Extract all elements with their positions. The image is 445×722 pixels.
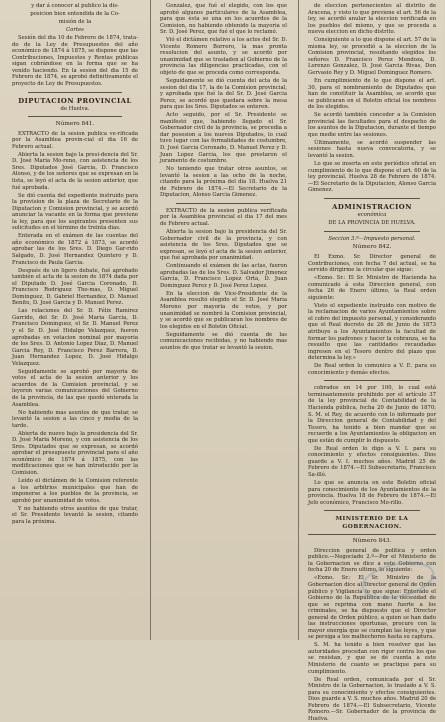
section-subtitle: de Huelva. [60,105,90,112]
numero: Número 841. [55,121,95,128]
paragraph: Abierta la sesion bajo la presidencia del Sr. Gobernador civil de la provincia, y con asistencia de los Sres. Diputados que se expresan, se leyó el acta de la sesion anterior, que fué aprobada por unanimidad. [160,229,287,262]
extracto-title: EXTRACTO de la sesion publica ve-rificada por la Asamblea provin-cial el dia 16 de Febrero actual. [12,130,138,150]
paragraph: Seguidamente se dió cuenta de las comunicaciones recibidas, y no habiendo mas asuntos de que tratar se levantó la sesion. [160,331,287,351]
paragraph: Abierta de nuevo bajo la presidencia del Sr. D. José Maria Moreno, y con asistencia de los Sres. Diputados que se expresan, se acordó aprobar el presupuesto provincial para el año económico de 1874 á 1875, con las modificaciones que se han introducido por la Comision. [12,430,138,476]
paragraph: Abierta la sesion bajo la presi-dencia del Sr. D. José Maria Mo-reno, con asistencia de los Sres. Diputados José Garcia, D. Francisco Alonso, y de los señores que se expresan en la lista, se leyó el acta de la sesion anterior, que fué aprobada. [12,151,138,191]
top-line: posicion bien entendida de la Co- [30,11,120,18]
paragraph: de eleccion pertenecientes al distrito de Aracena, y visto lo que previene el art. 56 de la ley, se acordó anular la eleccion verificada en los pueblos del mismo, y que se proceda a nueva eleccion en dicho distrito. [308,3,436,36]
column-middle [156,0,291,640]
paragraph: Las relaciones del Sr. D. Félix Ramirez Garrido, del Sr. D. José Maria Garcia, D. Francisco Dominguez, el Sr. D. Manuel Perez y el Sr. D. José Hidalgo Velazquez, fueron aprobadas en votacion nominal por mayoria de los Sres. D. Antonio Lopez Diaz, D. Manuel Garcia Rey, D. Francisco Perez Barrera, D. Juan Hernandez Lopez, D. José Hidalgo Velazquez. [12,308,138,367]
paragraph: Seguidamente se aprobó por mayoria de votos el acta de la sesion anterior y los acuerdos de la Comision provincial, y se leyeron varias comunicaciones del Gobierno de la provincia, de las que quedó enterada la Asamblea. [12,368,138,408]
extracto-title: EXTRACTO de la sesion publica verificada por la Asamblea provincial el dia 17 del mes de Febrero actual. [160,207,287,227]
paragraph: Lo que se anuncia en este Boletin oficial para conocimiento de los Ayuntamientos de la provincia. Huelva 18 de Febrero de 1874.—El Jefe económico, Francisco Mo-rillo. [308,480,436,506]
paragraph: No teniendo que tratar otros asuntos, se levantó la sesion a las ocho de la noche, citando para la próxima del dia 18. Huelva 21 de Febrero de 1874.—El Secretario de la Diputacion, Alonso Garcia Gimenez. [160,166,287,199]
column-rule [298,0,299,640]
paragraph: En cumplimiento de lo que dispone el art. 30, para el nombramiento de Diputados que han de constituir la Asamblea, se acordó que se publicaran en el Boletin oficial los nombres de los elegidos. [308,78,436,111]
paragraph: De Real orden lo comunico a V. E. para su conocimiento y demás efectos. [308,363,436,376]
separator [324,380,420,381]
paragraph: De Real orden lo digo a V. I. para su conocimiento y efectos consiguientes. Dios guarde a V. I. muchos años. Madrid 25 de Febrero de 1874.—El Subsecretario, Francisco Sa-illó. [308,445,436,478]
column-right [304,0,440,722]
column-left [8,0,142,640]
separator [28,92,122,93]
separator [28,116,122,117]
paragraph: El Exmo. Sr. Director general de Contribuciones, con fecha 7 del actual, se ha servido dirigirme la circular que sigue: [308,254,436,274]
gob-title: MINISTERIO DE LA GOBERNACION. [335,516,409,531]
paragraph: Enterada en el exámen de las cuentas del año económico de 1872 á 1873, se acordó aprobar las de los Sres. D. Diego Gar-rido Salgado, D. José Hernandez Quintero y D. Francisco de Paula Garcia. [12,233,138,266]
separator [308,534,436,535]
paragraph: Se acordó también conceder a la Comision provincial las facultades para el despacho de los asuntos de la Diputacion, durante el tiempo que medie entre las sesiones. [308,112,436,138]
cortes-label: Cortes [66,27,84,34]
paragraph: Y no habiendo otros asuntos de que tratar, el Sr. Presidente levantó la sesion, citando para la próxima. [12,505,138,525]
top-line: misión de la [58,19,92,26]
paragraph: De Real orden, comunicada por el Sr. Ministro de la Gobernacion, lo traslado a V. S. para su conocimiento y efectos consiguientes. Dios guarde a V. S. muchos años. Madrid 20 de Febrero de 1874.—El Subsecretario, Vicente Romero.—Sr. Gobernador de la provincia de Huelva. [308,676,436,722]
paragraph: En la eleccion de Vice-Presidente de la Asamblea resultó elegido el Sr. D. José Maria Moreno por mayoria de votos, y por unanimidad se nombró la Comision provincial, y se acordó que se publicaran los nombres de los elegidos en el Boletin Oficial. [160,290,287,330]
separator [324,231,420,232]
paragraph: Seguidamente se dió cuenta del acta de la sesion del dia 17, la de la Comision provincial, y aprobada que fué la del Sr. D. José Garcia Perez, se acordó que quedara sobre la mesa para que los Sres. Diputados se enteren. [160,78,287,111]
separator [324,198,420,199]
paragraph: Continuando el exámen de las actas, fueron aprobadas las de los Sres. D. Salvador Jimenez Garcia, D. Francisco Lopez Orta, D. Juan Dominguez Perez y D. José Perez Lopez. [160,263,287,289]
paragraph: Consiguiente a lo que dispone el art. 57 de la misma ley, se procedió a la eleccion de la Comision provincial, resultando elegidos los señores D. Francisco Perez Mendoza, D. Lorenzo Gonzalez, D. José Garcia Rivas, Don Gervasio Rey y D. Miguel Dominguez Romero. [308,37,436,76]
paragraph: Acto seguido, por el Sr. Presidente se manifestó que, habiendo llegado el Sr. Gobernador civil de la provincia, se procedia a dar posesion a los nuevos Diputados, lo cual tuvo lugar con las formalidades de costumbre, D. José Garcia Coronado, D. Manuel Perez y D. Juan Lopez Garcia, los que prestaron el juramento de costumbre. [160,112,287,165]
paragraph: Últimamente, se acordó suspender las sesiones hasta nueva convocatoria, y se levantó la sesion. [308,139,436,160]
section-title: DIPUTACION PROVINCIAL [18,96,132,105]
admin-subtitle: DE LA PROVINCIA DE HUELVA. [328,220,416,227]
admin-subtitle: económica [357,211,387,218]
paragraph: Leido el dictámen de la Comision referente a los arbitrios municipales que han de imponerse a los pueblos de la provincia, se aprobó por unanimidad de votos. [12,478,138,504]
paragraph: «Exmo. Sr.: El Sr. Ministro de Hacienda ha comunicado á esta Direccion general, con fecha 26 de Enero último, la Real orden siguiente: [308,275,436,301]
column-rule [150,0,151,640]
paragraph: «Exmo. Sr.: El Sr. Ministro de la Gobernacion dice al Director general de Orden público y Vigilancia lo que sigue: Enterado el Gobierno de la República de la necesidad de que se reprima con mano fuerte a los criminales, se ha dispuesto que el Director general de Orden público, a quien se han dado las instrucciones oportunas, procure con la mayor energía que se cumplan las leyes, y que se persiga a los malhechores hasta su captura. [308,575,436,641]
admin-title: ADMINISTRACION [332,202,412,211]
paragraph: Después de un ligero debate, fué aprobado también el acta de la sesion de 1874 dada por el Diputado D. José Garcia Coronado, D. Francisco Rodriguez Tho-mas, D. Miguel Dominguez, D. Gabriel Hernandez, D. Manuel Benito, D. José Garcia y D. Manuel Perez. [12,267,138,307]
paragraph: Sesión del dia 10 de Febrero de 1874, trata-do de la Ley de Presupuestos del año económico de 1874 á 1875, se dispone que las Contribuciones, Impuestos y Rentas públicas sigan cobrándose en la forma que se ha venido haciendo. En la sesion del dia 15 de Febrero de 1874, se aprobó definitivamente el proyecto de Ley de Presupuestos. [12,35,138,88]
paragraph: Lo que se inserta en este periódico oficial en cumplimiento de lo que dispone el art. 60 de la ley provincial. Huelva 28 de Febrero de 1874.—El Secretario de la Diputacion, Alonso Garcia Gimenez. [308,161,436,194]
top-line: y dar á conocer al publico la dis- [31,3,119,9]
paragraph: cobrados en 14 por 100, lo cual está terminantemente prohibido por el artículo 37 de la ley provincial de Contabilidad de la Hacienda pública, fecha 20 de Junio de 1870; S. M. el Rey, de acuerdo con lo informado por la Direccion general de Contabilidad y del Tesoro, ha tenido a bien mandar que se recuerde a los Ayuntamientos la obligacion en que están de cumplir lo dispuesto. [308,385,436,444]
paragraph: Se dió cuenta del expediente instruido para la provision de la plaza de Secretario de la Diputacion y Comision provincial, y se acordó anunciar la vacante en la forma que previene la ley, para que los aspirantes presenten sus solicitudes en el término de treinta dias. [12,192,138,232]
paragraph: S. M. ha tenido a bien resolver que las autoridades procedan con rigor contra los que se resistan, y que se dé cuenta a este Ministerio de cuanto se practique para su cumplimiento. [308,642,436,675]
seccion-label: Seccion 3.ª—Impuesto personal. [328,235,416,242]
numero: Número 843. [352,538,392,545]
paragraph: Vió el dictámen relativo a los actos del Sr. D. Vicente Romero Borrero, la mas pronta resolucion del asunto, y se acordó por unanimidad que se trasladen al Gobierno de la provincia las diligencias practicadas, con el objeto de que se proceda como corresponda. [160,37,287,76]
paragraph: Direccion general de politica y orden publico.—Negociado 2.º—Por el Ministerio de la Gobernacion se dice a este Gobierno con fecha 20 de Enero ultimo, lo siguiente: [308,547,436,574]
separator [324,510,420,511]
paragraph: Gonzalez, que fué el elegido, con los que aprobó algunos particulares de la Asamblea, para que ésta se una en los acuerdos de la Comision, no habiendo obtenido la mayoria el Sr. D. José Perez, que fué el que lo reclamó. [160,3,287,36]
paragraph: Visto el expediente instruido con motivo de la reclamacion de varios Ayuntamientos sobre el cobro del impuesto personal, y considerando que el Real decreto de 26 de Junio de 1873 atribuye a los Ayuntamientos la facultad de formar los padrones y hacer la cobranza, se ha resuelto que las cantidades recaudadas ingresen en el Tesoro dentro del plazo que determina la ley.» [308,302,436,362]
separator [176,203,271,204]
numero: Número 842. [352,244,392,251]
paragraph: No habiendo mas asuntos de que tratar, se levantó la sesion a las cinco y media de la tarde. [12,409,138,429]
